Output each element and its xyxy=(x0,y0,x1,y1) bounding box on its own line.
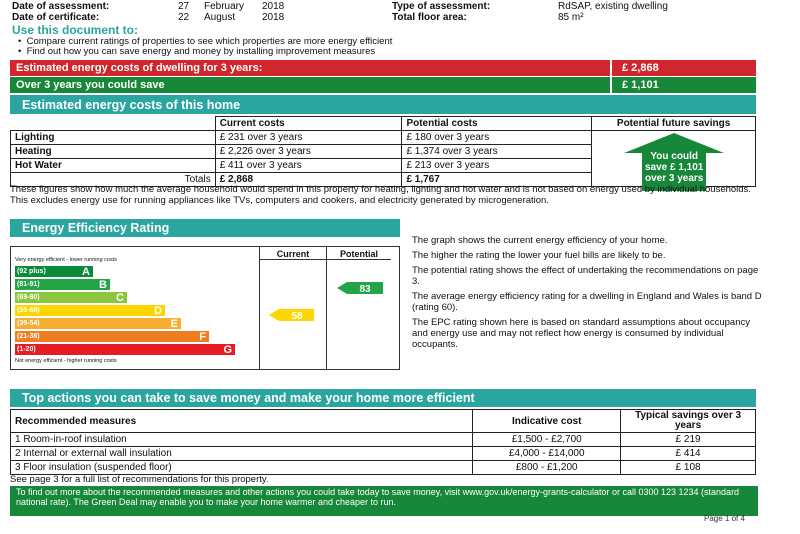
row-label-lighting: Lighting xyxy=(11,131,216,145)
rating-band-range: (21-38) xyxy=(17,333,40,340)
rating-top-caption: Very energy efficient - lower running costs xyxy=(15,257,118,263)
costs-header-current: Current costs xyxy=(215,117,402,131)
rating-chart xyxy=(10,246,400,370)
rating-band-d xyxy=(15,305,165,316)
table-row xyxy=(11,447,756,461)
savings-label: Over 3 years you could save xyxy=(16,79,165,91)
page-number: Page 1 of 4 xyxy=(704,514,745,523)
estimated-costs-value: £ 2,868 xyxy=(610,60,756,76)
certificate-year: 2018 xyxy=(262,12,285,23)
use-doc-title: Use this document to: xyxy=(12,23,139,37)
rating-band-f xyxy=(15,331,209,342)
green-deal-text: To find out more about the recommended measures and other actions you could take today to save money, visit www.gov.uk/energy-grants-calculator or call 0300 123 1234 (standard national rate). The Green Deal may enable you to make your home warmer and cheaper to run. xyxy=(16,487,740,507)
rating-band-range: (55-68) xyxy=(17,307,40,314)
row-label-hot-water: Hot Water xyxy=(11,159,216,173)
rating-band-b xyxy=(15,279,110,290)
estimated-costs-label: Estimated energy costs of dwelling for 3 years: xyxy=(16,62,263,74)
row-label-heating: Heating xyxy=(11,145,216,159)
rating-para-4: The average energy efficiency rating for a dwelling in England and Wales is band D (rating 60). xyxy=(412,291,762,313)
measure-3: 3 Floor insulation (suspended floor) xyxy=(11,461,473,475)
energy-costs-table xyxy=(10,116,756,187)
rating-para-2: The higher the rating the lower your fuel bills are likely to be. xyxy=(412,250,666,261)
assessment-date-label: Date of assessment: xyxy=(12,1,110,12)
certificate-day: 22 xyxy=(178,12,190,23)
assessment-year: 2018 xyxy=(262,1,285,12)
rating-band-letter: E xyxy=(170,317,178,330)
measure-2-saving: £ 414 xyxy=(621,447,756,461)
rating-band-c xyxy=(15,292,127,303)
actions-header-cost: Indicative cost xyxy=(473,410,621,433)
costs-header-savings: Potential future savings xyxy=(592,117,756,131)
rating-band-letter: C xyxy=(116,291,124,304)
rating-para-3: The potential rating shows the effect of undertaking the recommendations on page 3. xyxy=(412,265,759,287)
totals-potential: £ 1,767 xyxy=(402,173,592,187)
potential-column-label: Potential xyxy=(339,249,378,259)
green-deal-footer xyxy=(10,486,758,516)
floor-area-value: 85 m² xyxy=(558,12,584,23)
rating-para-1: The graph shows the current energy efficiency of your home. xyxy=(412,235,668,246)
table-row xyxy=(11,461,756,475)
floor-area-label: Total floor area: xyxy=(392,12,467,23)
lighting-current: £ 231 over 3 years xyxy=(215,131,402,145)
costs-header-blank xyxy=(11,117,216,131)
measure-3-cost: £800 - £1,200 xyxy=(473,461,621,475)
section-efficiency-rating-title: Energy Efficiency Rating xyxy=(22,221,170,235)
assessment-day: 27 xyxy=(178,1,190,12)
rating-band-letter: F xyxy=(199,330,206,343)
rating-band-range: (39-54) xyxy=(17,320,40,327)
rating-band-letter: G xyxy=(223,343,232,356)
assessment-month: February xyxy=(204,1,245,12)
measure-1: 1 Room-in-roof insulation xyxy=(11,433,473,447)
section-energy-costs-title: Estimated energy costs of this home xyxy=(22,97,241,112)
savings-value: £ 1,101 xyxy=(610,77,756,93)
rating-band-letter: D xyxy=(154,304,162,317)
use-doc-bullet-1: • Compare current ratings of properties to see which properties are more energy efficient xyxy=(18,36,393,47)
assessment-type-label: Type of assessment: xyxy=(392,1,491,12)
certificate-month: August xyxy=(204,12,236,23)
actions-header-row xyxy=(11,410,756,433)
savings-banner xyxy=(10,77,756,93)
rating-band-e xyxy=(15,318,181,329)
table-row xyxy=(11,131,756,145)
hot-water-potential: £ 213 over 3 years xyxy=(402,159,592,173)
rating-band-range: (81-91) xyxy=(17,281,40,288)
section-top-actions-title: Top actions you can take to save money and make your home more efficient xyxy=(22,391,475,405)
use-doc-bullet-1-text: Compare current ratings of properties to see which properties are more energy efficient xyxy=(26,36,393,47)
measure-1-cost: £1,500 - £2,700 xyxy=(473,433,621,447)
rating-band-range: (69-80) xyxy=(17,294,40,301)
rating-band-range: (1-20) xyxy=(17,346,36,353)
current-column-label: Current xyxy=(276,249,310,259)
estimated-costs-banner xyxy=(10,60,756,76)
use-doc-bullet-2-text: Find out how you can save energy and money by installing improvement measures xyxy=(26,46,376,57)
table-row xyxy=(11,433,756,447)
certificate-date-label: Date of certificate: xyxy=(12,12,100,23)
rating-explanation xyxy=(412,235,762,350)
potential-rating-value: 83 xyxy=(359,284,371,295)
measure-2: 2 Internal or external wall insulation xyxy=(11,447,473,461)
current-rating-value: 58 xyxy=(291,311,303,322)
rating-band-letter: A xyxy=(82,265,90,278)
rating-band-a xyxy=(15,266,93,277)
rating-band-range: (92 plus) xyxy=(17,268,46,275)
rating-band-letter: B xyxy=(99,278,107,291)
measure-2-cost: £4,000 - £14,000 xyxy=(473,447,621,461)
section-top-actions xyxy=(10,389,756,407)
measure-3-saving: £ 108 xyxy=(621,461,756,475)
savings-arrow-cell xyxy=(592,131,756,187)
rating-bottom-caption: Not energy efficient - higher running costs xyxy=(15,358,117,364)
use-doc-bullet-2: • Find out how you can save energy and money by installing improvement measures xyxy=(18,46,376,57)
savings-arrow-text xyxy=(592,151,756,184)
section-energy-costs xyxy=(10,95,756,114)
rating-band-g xyxy=(15,344,235,355)
rating-para-5: The EPC rating shown here is based on standard assumptions about occupancy and energy use and may not reflect how energy is consumed by individual occupants. xyxy=(412,317,750,350)
rating-pointers xyxy=(259,247,391,369)
measure-1-saving: £ 219 xyxy=(621,433,756,447)
savings-arrow-line-2: save £ 1,101 xyxy=(644,162,704,173)
savings-arrow-line-1: You could xyxy=(650,151,698,162)
see-page-note: See page 3 for a full list of recommendations for this property. xyxy=(10,474,269,485)
costs-header-potential: Potential costs xyxy=(402,117,592,131)
totals-current: £ 2,868 xyxy=(215,173,402,187)
actions-table xyxy=(10,409,756,475)
totals-label: Totals xyxy=(11,173,216,187)
costs-header-row xyxy=(11,117,756,131)
actions-header-measures: Recommended measures xyxy=(11,410,473,433)
section-efficiency-rating xyxy=(10,219,400,237)
costs-note: These figures show how much the average household would spend in this property for heating, lighting and hot water and is not based on energy used by individual households. This excludes energy use for running appliances like TVs, computers and cookers, and electricity generated by microgeneration. xyxy=(10,184,751,206)
savings-arrow-line-3: over 3 years xyxy=(644,173,704,184)
lighting-potential: £ 180 over 3 years xyxy=(402,131,592,145)
heating-current: £ 2,226 over 3 years xyxy=(215,145,402,159)
actions-header-savings: Typical savings over 3 years xyxy=(621,410,756,433)
heating-potential: £ 1,374 over 3 years xyxy=(402,145,592,159)
hot-water-current: £ 411 over 3 years xyxy=(215,159,402,173)
assessment-type-value: RdSAP, existing dwelling xyxy=(558,1,668,12)
